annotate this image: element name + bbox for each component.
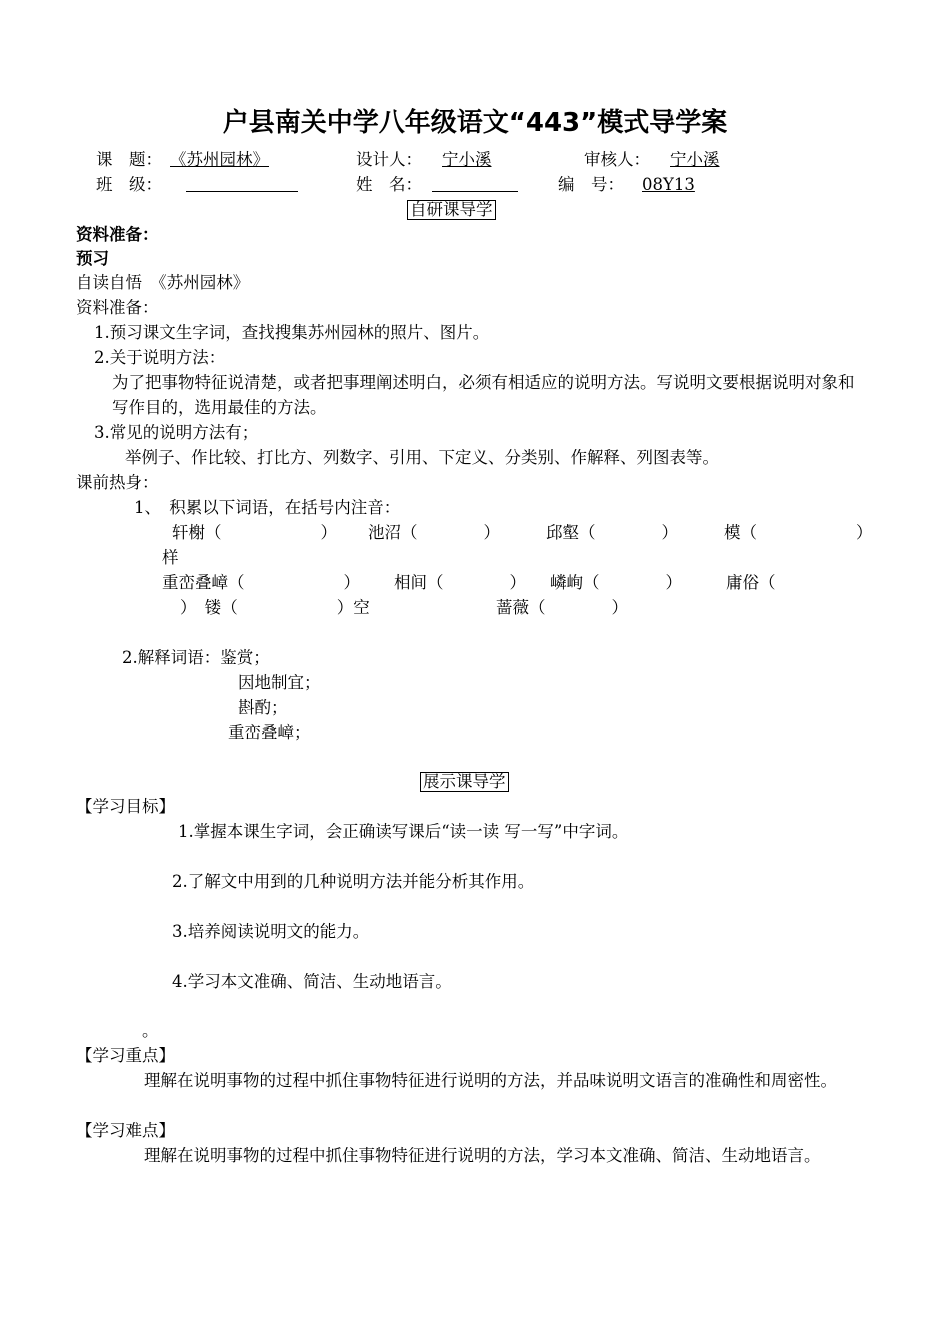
designer-value: 宁小溪 [442, 150, 492, 169]
explain-item: 因地制宜； [238, 673, 321, 692]
materials-label: 资料准备： [76, 298, 159, 317]
number-label: 编 号： [558, 175, 624, 194]
name-blank [432, 175, 518, 192]
goal-item: 4.学习本文准确、简洁、生动地语言。 [172, 972, 452, 991]
explain-item: 斟酌； [238, 698, 288, 717]
reviewer-label: 审核人： [584, 150, 650, 169]
preview-label: 预习 [76, 249, 109, 268]
warmup-label: 课前热身： [76, 473, 159, 492]
item-3: 3.常见的说明方法有； [94, 423, 259, 442]
goals-label: 【学习目标】 [76, 797, 175, 816]
explain-item: 重峦叠嶂； [228, 723, 311, 742]
word-item: 轩榭（ ） [172, 523, 337, 542]
item-2: 2.关于说明方法： [94, 348, 226, 367]
page-title: 户县南关中学八年级语文“443”模式导学案 [222, 108, 728, 138]
class-label: 班 级： [96, 175, 162, 194]
goal-item: 2.了解文中用到的几种说明方法并能分析其作用。 [172, 872, 535, 891]
difficulty-label: 【学习难点】 [76, 1121, 175, 1140]
word-item: 邱壑（ ） [546, 523, 678, 542]
item-3-text: 举例子、作比较、打比方、列数字、引用、下定义、分类别、作解释、列图表等。 [125, 448, 719, 467]
word-item: 样 [162, 548, 179, 567]
designer-label: 设计人： [356, 150, 422, 169]
difficulty-text: 理解在说明事物的过程中抓住事物特征进行说明的方法，学习本文准确、简洁、生动地语言。 [144, 1146, 821, 1165]
section-heading-self-study: 自研课导学 [407, 200, 496, 220]
question-1: 1、 积累以下词语，在括号内注音： [134, 498, 401, 517]
number-value: 08Y13 [642, 175, 695, 194]
course-value: 《苏州园林》 [170, 150, 269, 169]
materials-bold-label: 资料准备： [76, 225, 159, 244]
name-label: 姓 名： [356, 175, 422, 194]
word-item: 嶙峋（ ） [550, 573, 682, 592]
word-item: 庸俗（ [726, 573, 776, 592]
self-read-line: 自读自悟 《苏州园林》 [76, 273, 250, 292]
course-label: 课 题： [96, 150, 162, 169]
word-item: 蔷薇（ ） [496, 598, 628, 617]
class-blank [186, 175, 298, 192]
reviewer-value: 宁小溪 [670, 150, 720, 169]
item-2-text: 为了把事物特征说清楚，或者把事理阐述明白，必须有相适应的说明方法。写说明文要根据说明对象和写作目的，选用最佳的方法。 [112, 373, 855, 417]
word-item: ） 镂（ ）空 [180, 598, 370, 617]
key-points-label: 【学习重点】 [76, 1046, 175, 1065]
section-heading-display: 展示课导学 [420, 772, 509, 792]
item-1: 1.预习课文生字词，查找搜集苏州园林的照片、图片。 [94, 323, 490, 342]
period-mark: 。 [142, 1021, 159, 1040]
word-item: 重峦叠嶂（ ） [162, 573, 360, 592]
goal-item: 1.掌握本课生字词，会正确读写课后“读一读 写一写”中字词。 [178, 822, 629, 841]
question-2: 2.解释词语：鉴赏； [122, 648, 270, 667]
key-points-text: 理解在说明事物的过程中抓住事物特征进行说明的方法，并品味说明文语言的准确性和周密性。 [144, 1071, 837, 1090]
word-item: 相间（ ） [394, 573, 526, 592]
word-item: 池沼（ ） [368, 523, 500, 542]
word-item: 模（ ） [724, 523, 873, 542]
goal-item: 3.培养阅读说明文的能力。 [172, 922, 370, 941]
